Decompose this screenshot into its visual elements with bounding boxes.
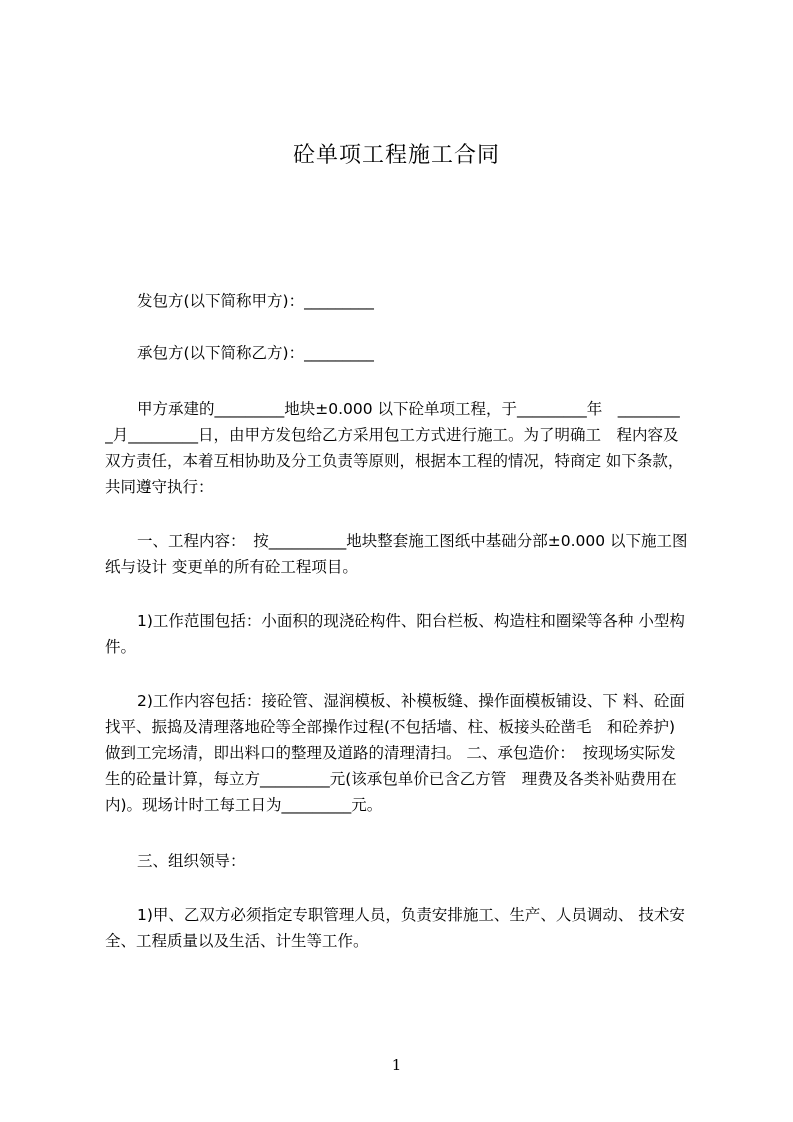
- item-2-line: 2)工作内容包括：接砼管、湿润模板、补模板缝、操作面模板铺设、下 料、砼面: [137, 692, 685, 710]
- party-a-text: 发包方(以下简称甲方)：_________: [137, 292, 374, 310]
- item-3-line: 全、工程质量以及生活、计生等工作。: [105, 932, 369, 950]
- document-title: 砼单项工程施工合同: [292, 143, 500, 168]
- section-1-line: 纸与设计 变更单的所有砼工程项目。: [105, 558, 358, 576]
- section-3-heading: [105, 848, 711, 874]
- item-2-paragraph: [105, 688, 711, 818]
- item-3-paragraph: [105, 902, 711, 954]
- item-1-line: 件。: [105, 638, 137, 656]
- section-1-line: 一、工程内容： 按__________地块整套施工图纸中基础分部±0.000 以下施工图: [137, 532, 688, 550]
- preamble-line: _月_________日，由甲方发包给乙方采用包工方式进行施工。为了明确工 程内容及: [105, 426, 679, 444]
- item-2-line: 生的砼量计算，每立方_________元(该承包单价已含乙方管 理费及各类补贴费用在: [105, 770, 677, 788]
- item-2-line: 内)。现场计时工每工日为_________元。: [105, 796, 383, 814]
- item-3-line: 1)甲、乙双方必须指定专职管理人员，负责安排施工、生产、人员调动、 技术安: [137, 906, 685, 924]
- item-2-line: 做到工完场清，即出料口的整理及道路的清理清扫。 二、承包造价： 按现场实际发: [105, 744, 676, 762]
- party-a-line: [105, 288, 711, 314]
- item-2-line: 找平、振捣及清理落地砼等全部操作过程(不包括墙、柱、板接头砼凿毛 和砼养护): [105, 718, 676, 736]
- item-1-paragraph: [105, 608, 711, 660]
- section-3-text: 三、组织领导：: [137, 852, 246, 870]
- preamble-line: 共同遵守执行：: [105, 478, 214, 496]
- preamble-line: 甲方承建的_________地块±0.000 以下砼单项工程，于_________年 ________: [137, 400, 680, 418]
- preamble-paragraph: [105, 396, 711, 500]
- item-1-line: 1)工作范围包括：小面积的现浇砼构件、阳台栏板、构造柱和圈梁等各种 小型构: [137, 612, 685, 630]
- section-1-paragraph: [105, 528, 711, 580]
- page-number: 1: [391, 1056, 402, 1074]
- party-b-line: [105, 340, 711, 366]
- party-b-text: 承包方(以下简称乙方)：_________: [137, 344, 374, 362]
- preamble-line: 双方责任，本着互相协助及分工负责等原则，根据本工程的情况，特商定 如下条款，: [105, 452, 684, 470]
